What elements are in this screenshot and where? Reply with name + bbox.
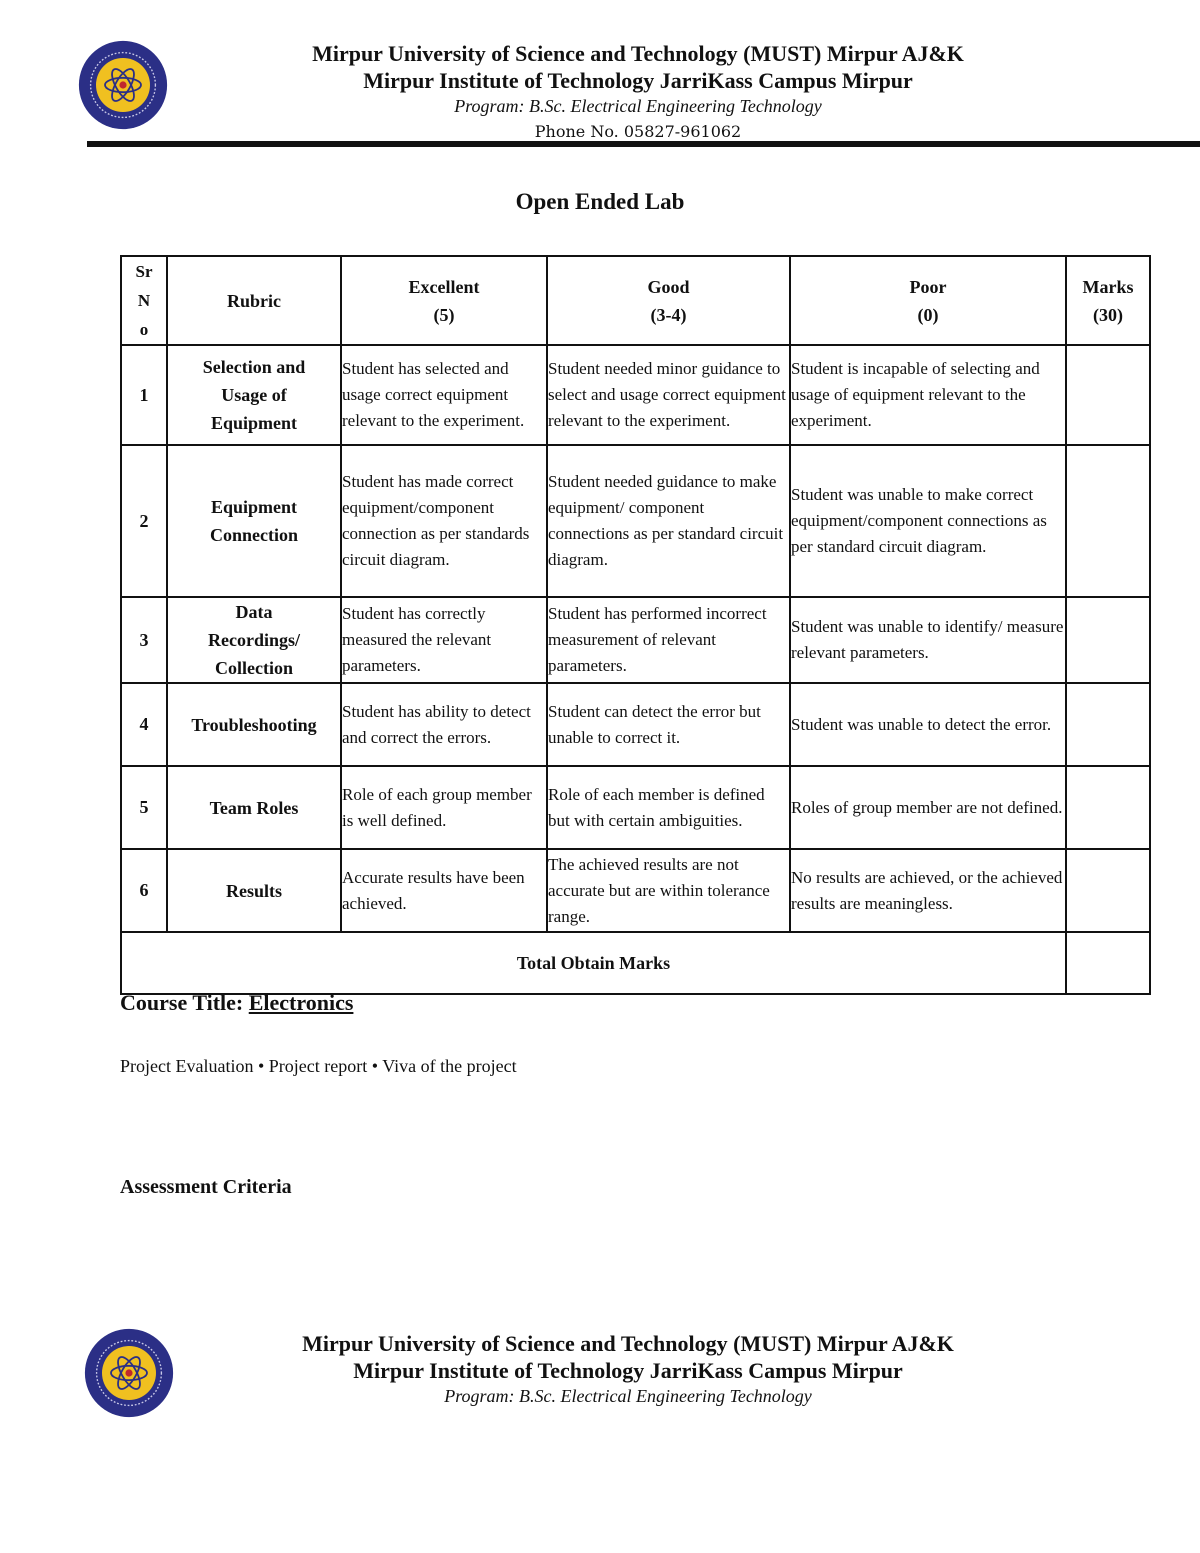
row-poor: Student is incapable of selecting and usage of equipment relevant to the experiment.	[790, 345, 1066, 445]
university-seal-icon	[84, 1328, 174, 1418]
header-excellent: Excellent (5)	[341, 256, 547, 345]
row-poor: Student was unable to identify/ measure relevant parameters.	[790, 597, 1066, 683]
total-row	[121, 932, 1150, 994]
table-row	[121, 683, 1150, 766]
university-name: Mirpur University of Science and Technology (MUST) Mirpur AJ&K	[312, 41, 964, 66]
course-title-label: Course Title:	[120, 990, 244, 1015]
row-marks[interactable]	[1066, 345, 1150, 445]
row-rubric: Results	[167, 849, 341, 932]
row-marks[interactable]	[1066, 849, 1150, 932]
row-rubric: Data Recordings/ Collection	[167, 597, 341, 683]
row-good: Student needed guidance to make equipment/ component connections as per standard circuit diagram.	[547, 445, 790, 597]
table-row	[121, 766, 1150, 849]
row-marks[interactable]	[1066, 445, 1150, 597]
row-excellent: Student has made correct equipment/component connection as per standards circuit diagram.	[341, 445, 547, 597]
evaluation-line: Project Evaluation • Project report • Viva of the project	[120, 1056, 517, 1076]
table-row	[121, 345, 1150, 445]
table-row	[121, 597, 1150, 683]
document-title: Open Ended Lab	[515, 189, 685, 214]
total-label: Total Obtain Marks	[121, 932, 1066, 994]
row-sr: 1	[121, 345, 167, 445]
row-marks[interactable]	[1066, 766, 1150, 849]
row-good: Student can detect the error but unable to correct it.	[547, 683, 790, 766]
header-marks: Marks (30)	[1066, 256, 1150, 345]
phone-number: Phone No. 05827-961062	[534, 122, 742, 141]
rubric-table	[120, 255, 1151, 995]
table-header-row	[121, 256, 1150, 345]
course-title	[120, 990, 353, 1016]
header-good: Good (3-4)	[547, 256, 790, 345]
row-poor: No results are achieved, or the achieved results are meaningless.	[790, 849, 1066, 932]
row-marks[interactable]	[1066, 597, 1150, 683]
total-marks-cell[interactable]	[1066, 932, 1150, 994]
row-good: Student has performed incorrect measurement of relevant parameters.	[547, 597, 790, 683]
row-excellent: Student has ability to detect and correct the errors.	[341, 683, 547, 766]
institute-name: Mirpur Institute of Technology JarriKass Campus Mirpur	[363, 68, 913, 93]
row-sr: 3	[121, 597, 167, 683]
header-divider	[87, 141, 1200, 147]
row-rubric: Selection and Usage of Equipment	[167, 345, 341, 445]
row-excellent: Role of each group member is well defined.	[341, 766, 547, 849]
row-good: The achieved results are not accurate but are within tolerance range.	[547, 849, 790, 932]
footer-institute-name: Mirpur Institute of Technology JarriKass Campus Mirpur	[353, 1358, 903, 1383]
page-header	[200, 40, 1076, 144]
row-good: Role of each member is defined but with certain ambiguities.	[547, 766, 790, 849]
footer-university-name: Mirpur University of Science and Technology (MUST) Mirpur AJ&K	[302, 1331, 954, 1356]
row-excellent: Student has correctly measured the relevant parameters.	[341, 597, 547, 683]
header-rubric: Rubric	[167, 256, 341, 345]
row-sr: 6	[121, 849, 167, 932]
row-sr: 4	[121, 683, 167, 766]
row-marks[interactable]	[1066, 683, 1150, 766]
row-rubric: Team Roles	[167, 766, 341, 849]
header-sr: Sr N o	[121, 256, 167, 345]
row-excellent: Accurate results have been achieved.	[341, 849, 547, 932]
page-footer	[190, 1330, 1066, 1409]
row-poor: Student was unable to make correct equipment/component connections as per standard circuit diagram.	[790, 445, 1066, 597]
row-poor: Student was unable to detect the error.	[790, 683, 1066, 766]
row-excellent: Student has selected and usage correct equipment relevant to the experiment.	[341, 345, 547, 445]
table-row	[121, 445, 1150, 597]
assessment-heading: Assessment Criteria	[120, 1176, 292, 1198]
row-rubric: Equipment Connection	[167, 445, 341, 597]
table-row	[121, 849, 1150, 932]
row-good: Student needed minor guidance to select and usage correct equipment relevant to the experiment.	[547, 345, 790, 445]
header-poor: Poor (0)	[790, 256, 1066, 345]
program-name: Program: B.Sc. Electrical Engineering Technology	[454, 96, 822, 116]
footer-program-name: Program: B.Sc. Electrical Engineering Technology	[444, 1386, 812, 1406]
university-seal-icon	[78, 40, 168, 130]
row-sr: 5	[121, 766, 167, 849]
course-title-value: Electronics	[248, 990, 354, 1015]
row-sr: 2	[121, 445, 167, 597]
row-poor: Roles of group member are not defined.	[790, 766, 1066, 849]
row-rubric: Troubleshooting	[167, 683, 341, 766]
